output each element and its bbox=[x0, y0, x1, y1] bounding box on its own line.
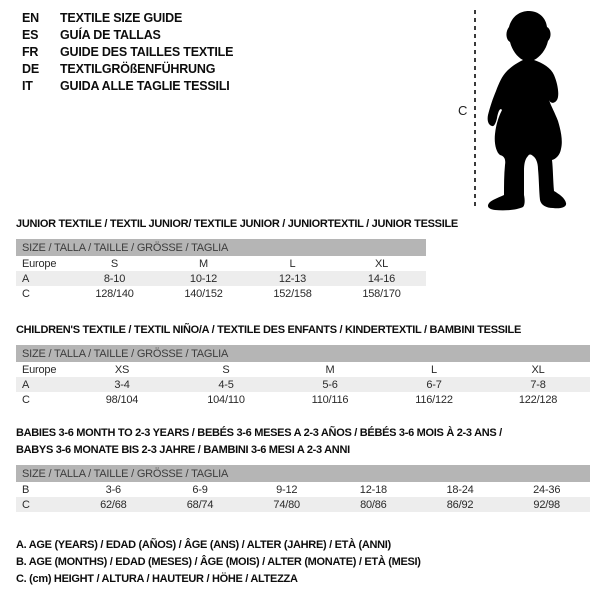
table-cell: 62/68 bbox=[100, 498, 127, 511]
table-cell: M bbox=[199, 257, 208, 270]
guide-title: TEXTILGRÖßENFÜHRUNG bbox=[60, 62, 216, 76]
table-cell: 98/104 bbox=[105, 393, 139, 406]
table-cell: 8-10 bbox=[103, 272, 126, 285]
size-table-header: SIZE / TALLA / TAILLE / GRÖSSE / TAGLIA bbox=[16, 465, 590, 482]
section-children bbox=[16, 322, 590, 407]
row-label: A bbox=[22, 272, 30, 285]
table-cell: XS bbox=[114, 363, 130, 376]
table-cell: 7-8 bbox=[530, 378, 546, 391]
table-row bbox=[16, 377, 590, 392]
size-table bbox=[16, 239, 426, 301]
table-cell: 104/110 bbox=[207, 393, 245, 406]
row-label: Europe bbox=[22, 363, 57, 376]
row-label: C bbox=[22, 287, 30, 300]
language-code: EN bbox=[22, 11, 39, 25]
language-row bbox=[22, 27, 233, 44]
table-cell: 9-12 bbox=[276, 483, 298, 496]
table-cell: L bbox=[289, 257, 296, 270]
row-label: C bbox=[22, 498, 30, 511]
section-babies bbox=[16, 425, 590, 512]
table-cell: 24-36 bbox=[533, 483, 561, 496]
table-cell: 3-6 bbox=[105, 483, 121, 496]
table-cell: 12-13 bbox=[278, 272, 307, 285]
language-code: IT bbox=[22, 79, 33, 93]
table-cell: 92/98 bbox=[533, 498, 560, 511]
table-cell: 158/170 bbox=[362, 287, 401, 300]
table-row bbox=[16, 497, 590, 512]
size-table bbox=[16, 465, 590, 512]
table-cell: 3-4 bbox=[114, 378, 130, 391]
guide-title: TEXTILE SIZE GUIDE bbox=[60, 11, 183, 25]
table-row bbox=[16, 256, 426, 271]
language-row bbox=[22, 10, 233, 27]
table-cell: 5-6 bbox=[322, 378, 338, 391]
legend-line: A. AGE (YEARS) / EDAD (AÑOS) / ÂGE (ANS) / ALTER (JAHRE) / ETÀ (ANNI) bbox=[16, 539, 391, 551]
table-cell: 18-24 bbox=[446, 483, 474, 496]
table-row bbox=[16, 362, 590, 377]
table-cell: 122/128 bbox=[518, 393, 558, 406]
section-title: BABIES 3-6 MONTH TO 2-3 YEARS / BEBÉS 3-6 MESES A 2-3 AÑOS / BÉBÉS 3-6 MOIS À 2-3 ANS / bbox=[16, 427, 502, 439]
table-cell: 116/122 bbox=[415, 393, 453, 406]
row-label: Europe bbox=[22, 257, 57, 270]
legend bbox=[16, 537, 421, 588]
toddler-silhouette-icon bbox=[481, 8, 571, 212]
table-cell: 12-18 bbox=[359, 483, 387, 496]
table-cell: 4-5 bbox=[218, 378, 234, 391]
table-cell: 74/80 bbox=[273, 498, 300, 511]
table-cell: 6-9 bbox=[192, 483, 208, 496]
language-code: DE bbox=[22, 62, 39, 76]
table-cell: S bbox=[110, 257, 119, 270]
table-cell: 152/158 bbox=[273, 287, 312, 300]
table-cell: 80/86 bbox=[360, 498, 387, 511]
row-label: B bbox=[22, 483, 30, 496]
size-table-header: SIZE / TALLA / TAILLE / GRÖSSE / TAGLIA bbox=[16, 239, 426, 256]
table-row bbox=[16, 286, 426, 301]
legend-line: C. (cm) HEIGHT / ALTURA / HAUTEUR / HÖHE / ALTEZZA bbox=[16, 573, 298, 585]
section-junior bbox=[16, 216, 458, 301]
language-code: ES bbox=[22, 28, 39, 42]
table-row bbox=[16, 271, 426, 286]
table-cell: 6-7 bbox=[426, 378, 442, 391]
section-title: CHILDREN'S TEXTILE / TEXTIL NIÑO/A / TEXTILE DES ENFANTS / KINDERTEXTIL / BAMBINI TESSILE bbox=[16, 324, 521, 336]
height-measure-dashed-line bbox=[473, 10, 477, 208]
section-title: BABYS 3-6 MONATE BIS 2-3 JAHRE / BAMBINI 3-6 MESI A 2-3 ANNI bbox=[16, 444, 350, 456]
table-cell: XL bbox=[374, 257, 389, 270]
table-cell: 68/74 bbox=[186, 498, 214, 511]
language-row bbox=[22, 44, 233, 61]
table-cell: 14-16 bbox=[367, 272, 396, 285]
size-table-header: SIZE / TALLA / TAILLE / GRÖSSE / TAGLIA bbox=[16, 345, 590, 362]
table-cell: 110/116 bbox=[311, 393, 349, 406]
section-title: JUNIOR TEXTILE / TEXTIL JUNIOR/ TEXTILE JUNIOR / JUNIORTEXTIL / JUNIOR TESSILE bbox=[16, 218, 458, 230]
guide-title: GUÍA DE TALLAS bbox=[60, 28, 161, 42]
table-cell: L bbox=[431, 363, 437, 376]
table-cell: 86/92 bbox=[446, 498, 474, 511]
table-cell: 10-12 bbox=[189, 272, 218, 285]
table-cell: 140/152 bbox=[184, 287, 223, 300]
table-cell: M bbox=[325, 363, 335, 376]
table-row bbox=[16, 392, 590, 407]
guide-title: GUIDA ALLE TAGLIE TESSILI bbox=[60, 79, 230, 93]
language-list bbox=[22, 10, 233, 95]
legend-line: B. AGE (MONTHS) / EDAD (MESES) / ÂGE (MOIS) / ALTER (MONATE) / ETÀ (MESI) bbox=[16, 556, 421, 568]
row-label: A bbox=[22, 378, 30, 391]
table-cell: S bbox=[222, 363, 230, 376]
language-code: FR bbox=[22, 45, 39, 59]
height-label: C bbox=[458, 103, 468, 118]
table-row bbox=[16, 482, 590, 497]
table-cell: 128/140 bbox=[95, 287, 134, 300]
guide-title: GUIDE DES TAILLES TEXTILE bbox=[60, 45, 234, 59]
language-row bbox=[22, 61, 233, 78]
table-cell: XL bbox=[531, 363, 545, 376]
language-row bbox=[22, 78, 233, 95]
row-label: C bbox=[22, 393, 30, 406]
size-table bbox=[16, 345, 590, 407]
